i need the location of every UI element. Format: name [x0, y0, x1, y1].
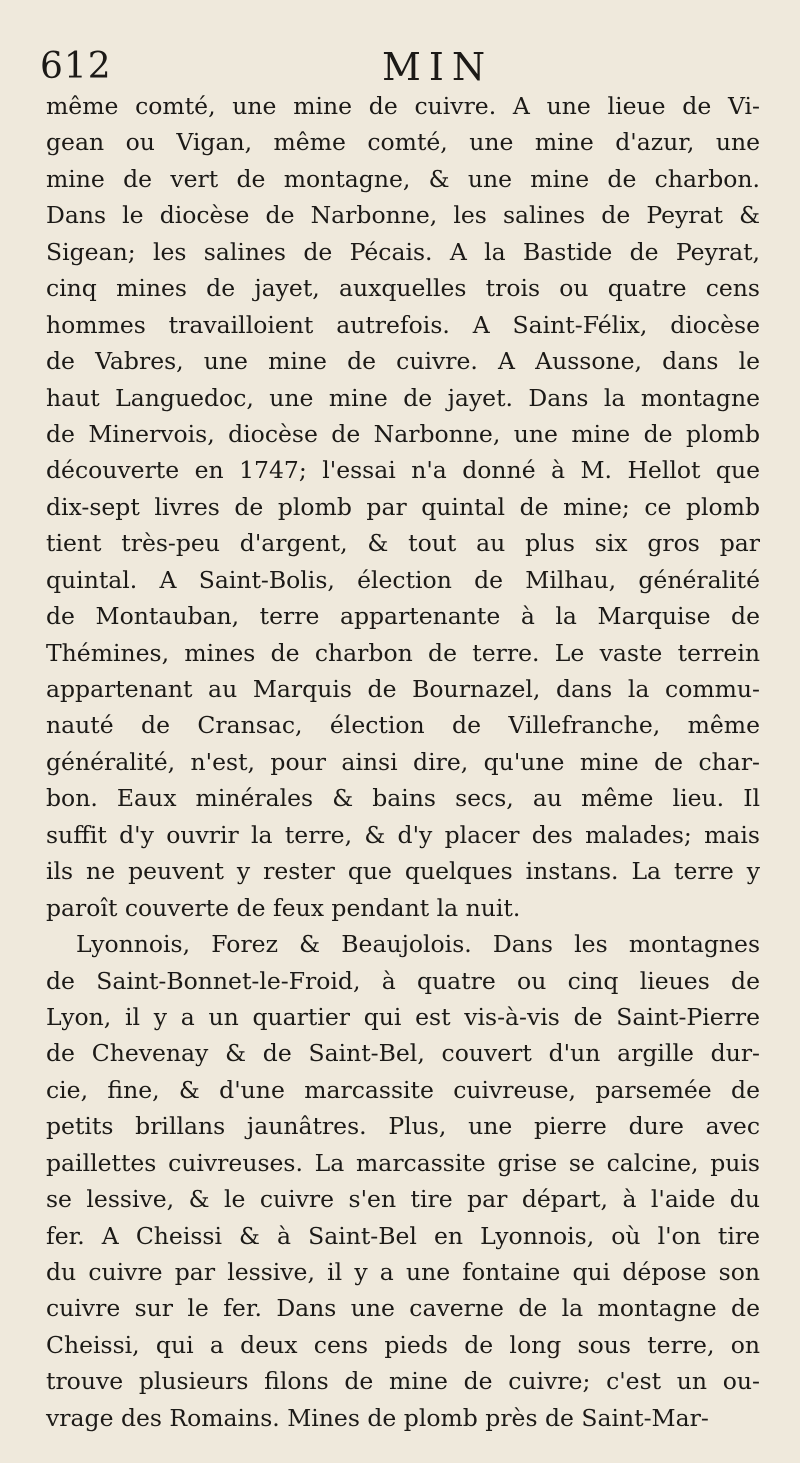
- text-line: nauté de Cransac, élection de Villefranche, même: [46, 711, 760, 740]
- text-line: cuivre sur le fer. Dans une caverne de la montagne de: [46, 1294, 760, 1323]
- text-line: cie, fine, & d'une marcassite cuivreuse, parsemée de: [46, 1075, 760, 1104]
- text-line: gean ou Vigan, même comté, une mine d'azur, une: [46, 128, 760, 157]
- text-line: de Chevenay & de Saint-Bel, couvert d'un argille dur-: [46, 1039, 760, 1068]
- text-line: de Vabres, une mine de cuivre. A Aussone, dans le: [46, 347, 760, 376]
- text-line: ils ne peuvent y rester que quelques instans. La terre y: [46, 857, 760, 886]
- text-line: du cuivre par lessive, il y a une fontaine qui dépose son: [46, 1258, 760, 1286]
- text-line: paroît couverte de feux pendant la nuit.: [46, 893, 521, 922]
- text-line: mine de vert de montagne, & une mine de charbon.: [46, 164, 760, 193]
- text-line: Lyonnois, Forez & Beaujolois. Dans les montagnes: [76, 930, 760, 959]
- body-text: [46, 88, 760, 1436]
- text-line: appartenant au Marquis de Bournazel, dans la commu-: [46, 675, 760, 703]
- text-line: cinq mines de jayet, auxquelles trois ou quatre cens: [46, 274, 760, 303]
- page-number: 612: [40, 46, 112, 87]
- text-line: de Saint-Bonnet-le-Froid, à quatre ou cinq lieues de: [46, 966, 760, 995]
- text-line: quintal. A Saint-Bolis, élection de Milhau, généralité: [46, 565, 760, 594]
- text-line: Cheissi, qui a deux cens pieds de long sous terre, on: [46, 1330, 760, 1359]
- text-line: haut Languedoc, une mine de jayet. Dans la montagne: [46, 383, 760, 412]
- running-head: MIN: [382, 45, 494, 89]
- text-line: suffit d'y ouvrir la terre, & d'y placer des malades; mais: [46, 820, 760, 849]
- text-line: trouve plusieurs filons de mine de cuivre; c'est un ou-: [46, 1367, 760, 1396]
- text-line: Sigean; les salines de Pécais. A la Bastide de Peyrat,: [46, 237, 760, 266]
- text-line: même comté, une mine de cuivre. A une lieue de Vi-: [46, 92, 760, 120]
- text-line: tient très-peu d'argent, & tout au plus six gros par: [46, 529, 760, 558]
- text-line: bon. Eaux minérales & bains secs, au même lieu. Il: [46, 784, 760, 813]
- text-line: Lyon, il y a un quartier qui est vis-à-vis de Saint-Pierre: [46, 1002, 760, 1031]
- text-line: se lessive, & le cuivre s'en tire par départ, à l'aide du: [46, 1185, 760, 1214]
- text-line: dix-sept livres de plomb par quintal de mine; ce plomb: [46, 492, 760, 521]
- text-line: fer. A Cheissi & à Saint-Bel en Lyonnois, où l'on tire: [46, 1221, 760, 1250]
- text-line: Dans le diocèse de Narbonne, les salines de Peyrat &: [46, 201, 760, 230]
- text-line: petits brillans jaunâtres. Plus, une pierre dure avec: [46, 1112, 760, 1141]
- text-line: de Montauban, terre appartenante à la Marquise de: [46, 602, 760, 631]
- page-header: [40, 42, 760, 92]
- text-line: généralité, n'est, pour ainsi dire, qu'une mine de char-: [46, 747, 760, 776]
- text-line: découverte en 1747; l'essai n'a donné à M. Hellot que: [46, 456, 760, 485]
- text-line: paillettes cuivreuses. La marcassite grise se calcine, puis: [46, 1148, 760, 1177]
- text-line: hommes travailloient autrefois. A Saint-Félix, diocèse: [46, 310, 760, 339]
- text-line: vrage des Romains. Mines de plomb près de Saint-Mar-: [46, 1403, 709, 1432]
- text-line: de Minervois, diocèse de Narbonne, une mine de plomb: [46, 419, 760, 448]
- text-line: Thémines, mines de charbon de terre. Le vaste terrein: [46, 638, 760, 667]
